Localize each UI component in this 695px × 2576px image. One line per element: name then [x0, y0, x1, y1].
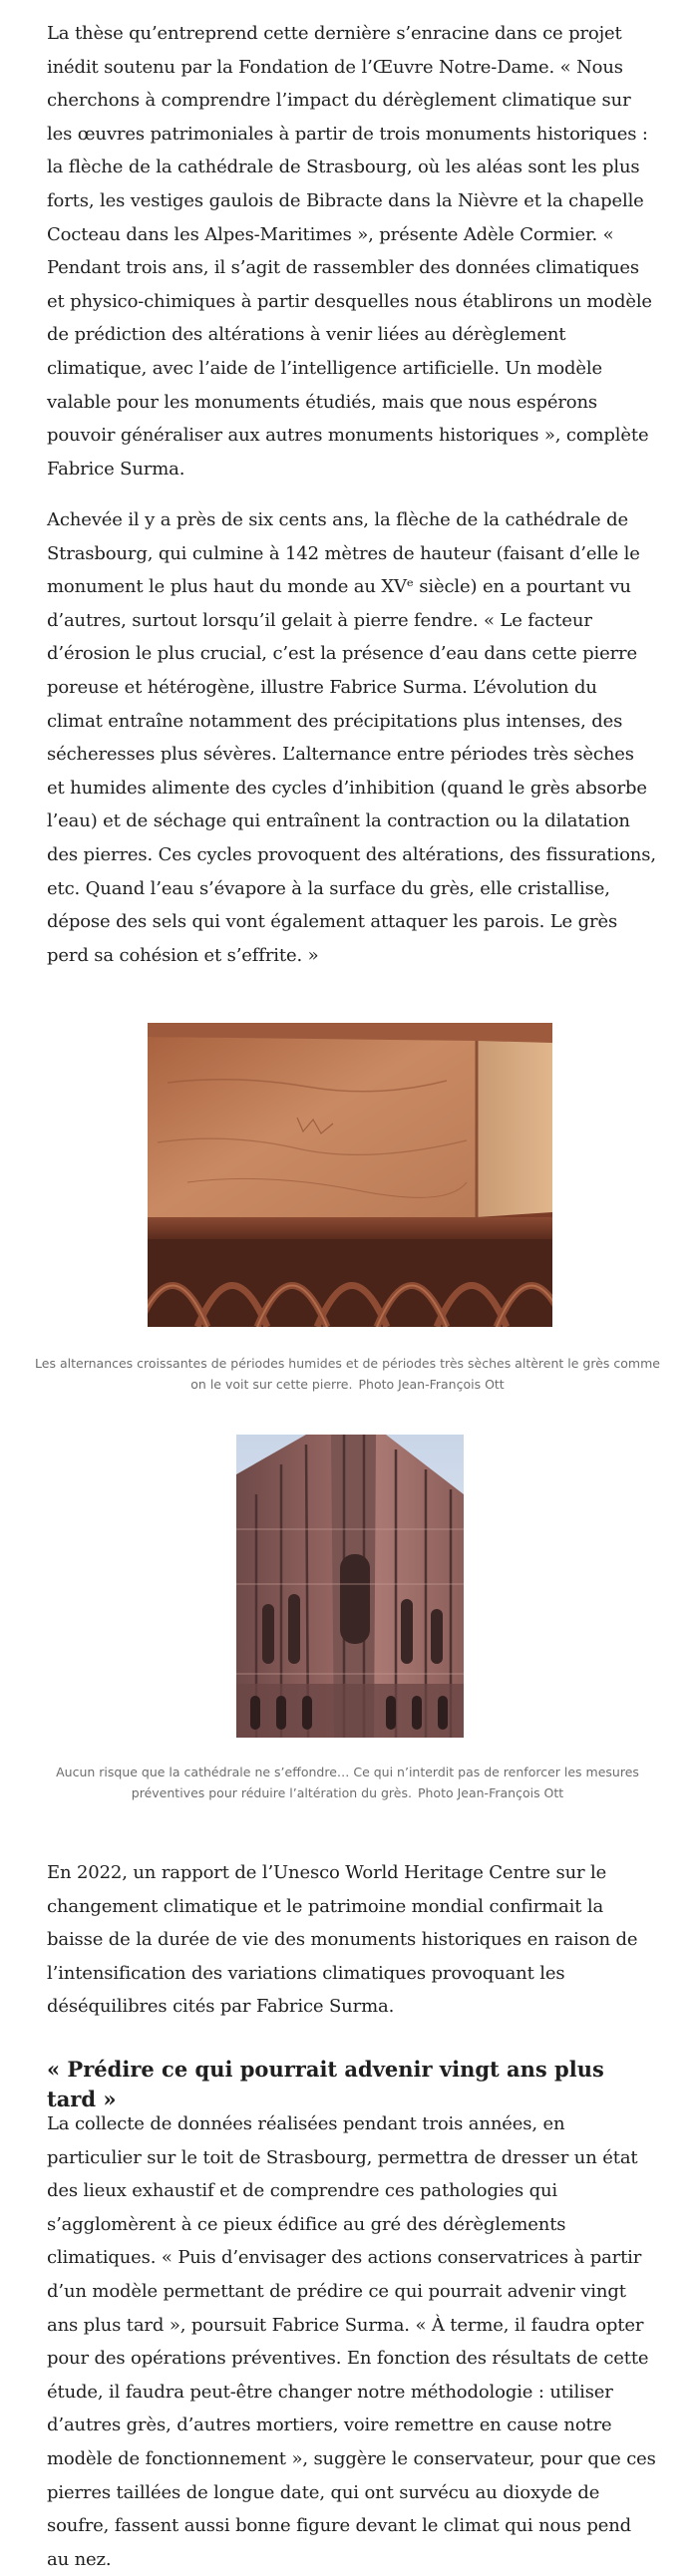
cathedral-tower-image — [236, 1435, 464, 1738]
section-heading: « Prédire ce qui pourrait advenir vingt ans plus tard » — [47, 2057, 604, 2111]
photo-credit: Photo Jean-François Ott — [358, 1377, 505, 1392]
sandstone-block-image — [148, 1023, 552, 1327]
paragraph-unesco-report: En 2022, un rapport de l’Unesco World Heritage Centre sur le changement climatique et le patrimoine mondial confirmait la baisse de la durée de vie des monuments historiques en raison de l’intensification des variations climatiques provoquant les déséquilibres cités par Fabrice Surma. — [47, 1862, 638, 2018]
paragraph-data-collection: La collecte de données réalisées pendant trois années, en particulier sur le toit de Strasbourg, permettra de dresser un état des lieux exhaustif et de comprendre ces pathologies qui s’agglomèrent à ce pieux édifice au gré des dérèglements climatiques. « Puis d’envisager des actions conservatrices à partir d’un modèle permettant de prédire ce qui pourrait advenir vingt ans plus tard », poursuit Fabrice Surma. « À terme, il faudra opter pour des opérations préventives. En fonction des résultats de cette étude, il faudra peut-être changer notre méthodologie : utiliser d’autres grès, d’autres mortiers, voire remettre en cause notre modèle de fonctionnement », suggère le conservateur, pour que ces pierres taillées de longue date, qui ont survécu au dioxyde de soufre, fassent aussi bonne figure devant le climat qui nous pend au nez. — [47, 2113, 656, 2570]
paragraph-thesis-intro: La thèse qu’entreprend cette dernière s’enracine dans ce projet inédit soutenu par la Fondation de l’Œuvre Notre-Dame. « Nous cherchons à comprendre l’impact du dérèglement climatique sur les œuvres patrimoniales à partir de trois monuments historiques : la flèche de la cathédrale de Strasbourg, où les aléas sont les plus forts, les vestiges gaulois de Bibracte dans la Nièvre et la chapelle Cocteau dans les Alpes-Maritimes », présente Adèle Cormier. « Pendant trois ans, il s’agit de rassembler des données climatiques et physico-chimiques à partir desquelles nous établirons un modèle de prédiction des altérations à venir liées au dérèglement climatique, avec l’aide de l’intelligence artificielle. Un modèle valable pour les monuments étudiés, mais que nous espérons pouvoir généraliser aux autres monuments historiques », complète Fabrice Surma. — [47, 23, 652, 480]
figure-caption-tower — [30, 1762, 665, 1803]
caption-text: Les alternances croissantes de périodes humides et de périodes très sèches altèrent le grès comme on le voit sur cette pierre. — [35, 1356, 660, 1392]
sandstone-block-photo[interactable] — [148, 1023, 552, 1327]
cathedral-tower-photo[interactable] — [236, 1435, 464, 1738]
paragraph-cathedral-erosion: Achevée il y a près de six cents ans, la flèche de la cathédrale de Strasbourg, qui culmine à 142 mètres de hauteur (faisant d’elle le monument le plus haut du monde au XVᵉ siècle) en a pourtant vu d’autres, surtout lorsqu’il gelait à pierre fendre. « Le facteur d’érosion le plus crucial, c’est la présence d’eau dans cette pierre poreuse et hétérogène, illustre Fabrice Surma. L’évolution du climat entraîne notamment des précipitations plus intenses, des sécheresses plus sévères. L’alternance entre périodes très sèches et humides alimente des cycles d’inhibition (quand le grès absorbe l’eau) et de séchage qui entraînent la contraction ou la dilatation des pierres. Ces cycles provoquent des altérations, des fissurations, etc. Quand l’eau s’évapore à la surface du grès, elle cristallise, dépose des sels qui vont également attaquer les parois. Le grès perd sa cohésion et s’effrite. » — [47, 509, 656, 966]
photo-credit: Photo Jean-François Ott — [417, 1785, 564, 1800]
figure-caption-stone — [30, 1353, 665, 1395]
caption-text: Aucun risque que la cathédrale ne s’effondre… Ce qui n’interdit pas de renforcer les mesures préventives pour réduire l’altération du grès. — [56, 1765, 639, 1800]
